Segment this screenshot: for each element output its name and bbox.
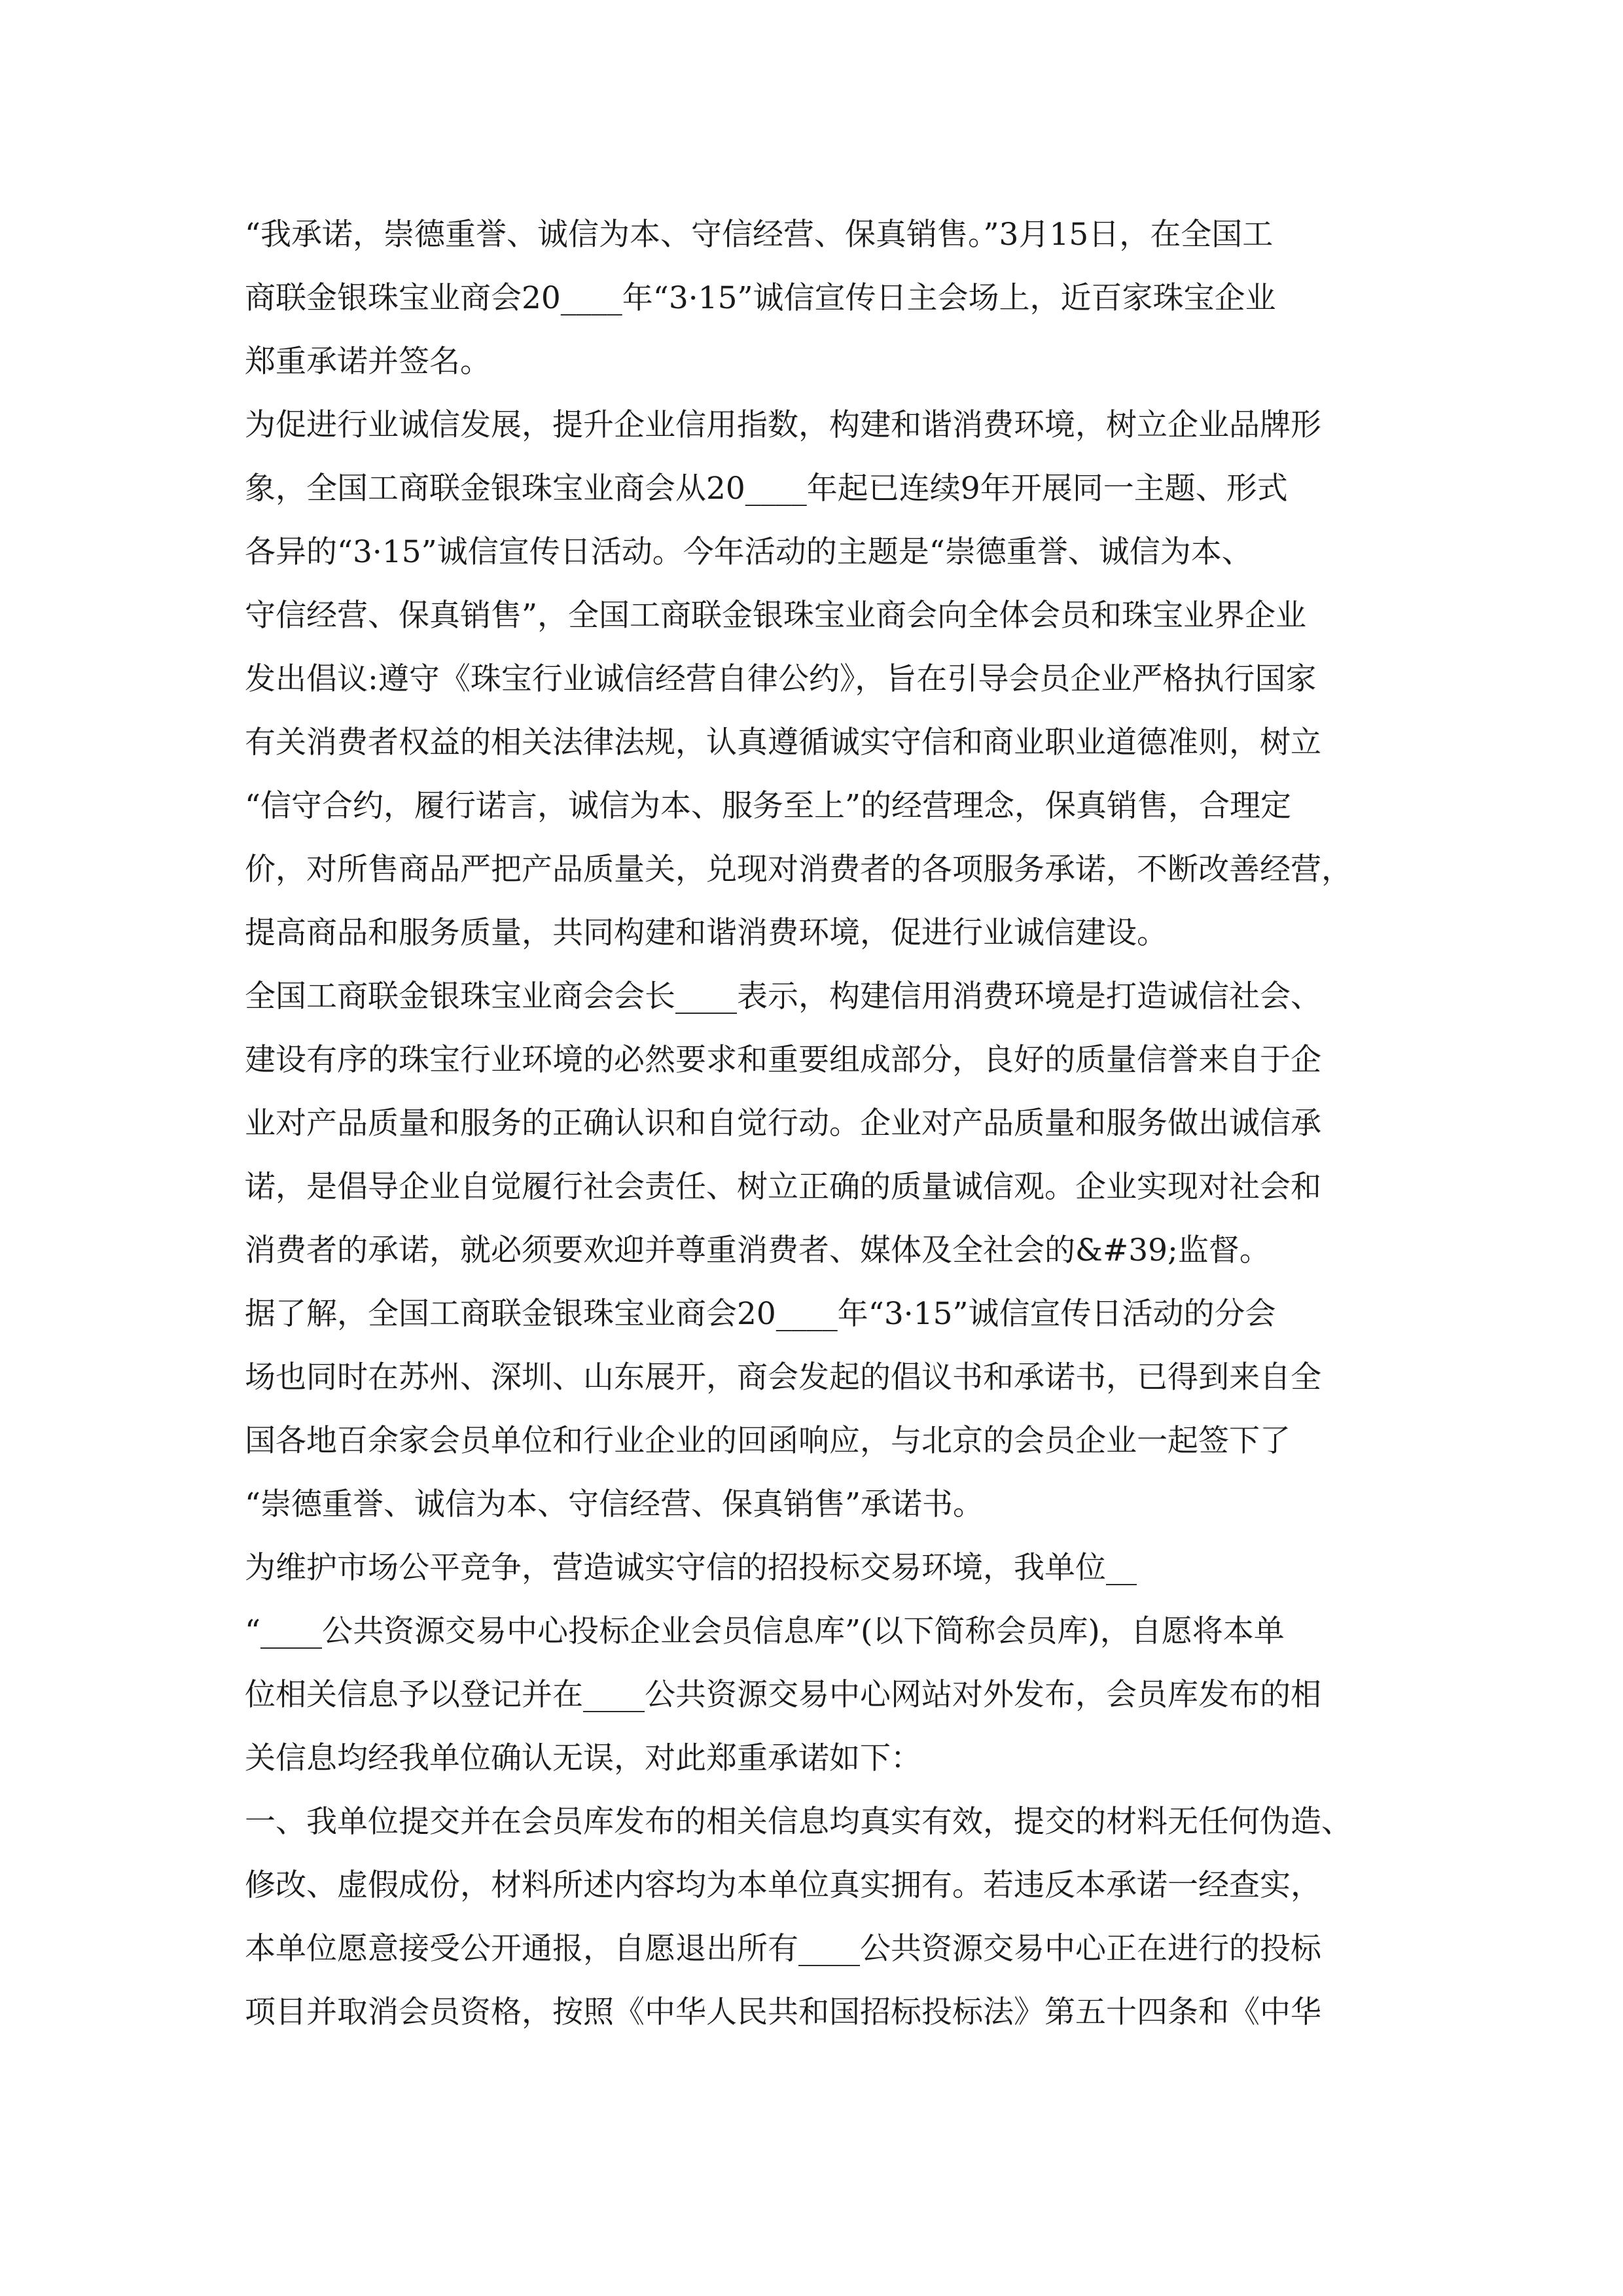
text-line: 建设有序的珠宝行业环境的必然要求和重要组成部分，良好的质量信誉来自于企 <box>245 1042 1321 1078</box>
text-line: “信守合约，履行诺言，诚信为本、服务至上”的经营理念，保真销售，合理定 <box>245 788 1292 824</box>
text-line: 各异的“3·15”诚信宣传日活动。今年活动的主题是“崇德重誉、诚信为本、 <box>245 534 1253 570</box>
text-line: “____公共资源交易中心投标企业会员信息库”(以下简称会员库)，自愿将本单 <box>245 1613 1285 1649</box>
text-line: 一、我单位提交并在会员库发布的相关信息均真实有效，提交的材料无任何伪造、 <box>245 1804 1352 1840</box>
text-line: 据了解，全国工商联金银珠宝业商会20____年“3·15”诚信宣传日活动的分会 <box>245 1296 1276 1332</box>
text-line: 项目并取消会员资格，按照《中华人民共和国招标投标法》第五十四条和《中华 <box>245 1994 1321 2030</box>
text-line: “我承诺，崇德重誉、诚信为本、守信经营、保真销售。”3月15日，在全国工 <box>245 217 1274 253</box>
text-line: 象，全国工商联金银珠宝业商会从20____年起已连续9年开展同一主题、形式 <box>245 471 1288 507</box>
text-line: 位相关信息予以登记并在____公共资源交易中心网站对外发布，会员库发布的相 <box>245 1677 1321 1713</box>
text-line: 本单位愿意接受公开通报，自愿退出所有____公共资源交易中心正在进行的投标 <box>245 1931 1321 1967</box>
text-line: 国各地百余家会员单位和行业企业的回函响应，与北京的会员企业一起签下了 <box>245 1423 1291 1459</box>
text-line: 场也同时在苏州、深圳、山东展开，商会发起的倡议书和承诺书，已得到来自全 <box>245 1359 1321 1395</box>
text-line: 消费者的承诺，就必须要欢迎并尊重消费者、媒体及全社会的&#39;监督。 <box>245 1232 1270 1268</box>
text-line: 发出倡议:遵守《珠宝行业诚信经营自律公约》，旨在引导会员企业严格执行国家 <box>245 661 1317 697</box>
text-line: 关信息均经我单位确认无误，对此郑重承诺如下： <box>245 1740 921 1776</box>
text-line: 业对产品质量和服务的正确认识和自觉行动。企业对产品质量和服务做出诚信承 <box>245 1105 1321 1141</box>
text-line: 提高商品和服务质量，共同构建和谐消费环境，促进行业诚信建设。 <box>245 915 1168 951</box>
text-line: 商联金银珠宝业商会20____年“3·15”诚信宣传日主会场上，近百家珠宝企业 <box>245 280 1276 316</box>
text-line: 价，对所售商品严把产品质量关，兑现对消费者的各项服务承诺，不断改善经营， <box>245 852 1352 888</box>
document-body <box>245 203 1383 2044</box>
text-line: 全国工商联金银珠宝业商会会长____表示，构建信用消费环境是打造诚信社会、 <box>245 978 1321 1014</box>
text-line: 为促进行业诚信发展，提升企业信用指数，构建和谐消费环境，树立企业品牌形 <box>245 407 1321 443</box>
text-line: 守信经营、保真销售”，全国工商联金银珠宝业商会向全体会员和珠宝业界企业 <box>245 598 1307 634</box>
text-line: 郑重承诺并签名。 <box>245 344 491 380</box>
text-line: 有关消费者权益的相关法律法规，认真遵循诚实守信和商业职业道德准则，树立 <box>245 725 1321 761</box>
text-line: 诺，是倡导企业自觉履行社会责任、树立正确的质量诚信观。企业实现对社会和 <box>245 1169 1321 1205</box>
text-line: 为维护市场公平竞争，营造诚实守信的招投标交易环境，我单位__ <box>245 1550 1137 1586</box>
text-line: 修改、虚假成份，材料所述内容均为本单位真实拥有。若违反本承诺一经查实， <box>245 1867 1321 1903</box>
text-line: “崇德重誉、诚信为本、守信经营、保真销售”承诺书。 <box>245 1486 984 1522</box>
